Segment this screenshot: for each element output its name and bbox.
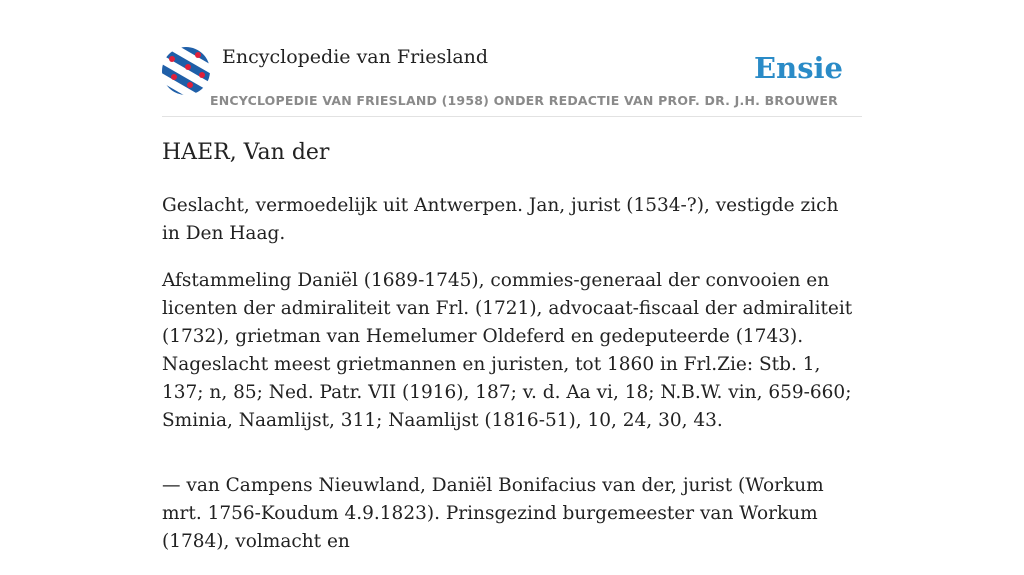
brand-logo[interactable]: Ensie bbox=[754, 51, 843, 85]
entry-title: HAER, Van der bbox=[162, 140, 330, 165]
site-title[interactable]: Encyclopedie van Friesland bbox=[222, 46, 489, 68]
frisian-flag-icon[interactable] bbox=[162, 47, 210, 95]
site-subtitle: ENCYCLOPEDIE VAN FRIESLAND (1958) ONDER REDACTIE VAN PROF. DR. J.H. BROUWER bbox=[210, 93, 838, 108]
entry-paragraph: — van Campens Nieuwland, Daniël Bonifacius van der, jurist (Workum mrt. 1756-Koudum 4.9.1823). Prinsgezind burgemeester van Workum (1784), volmacht en bbox=[162, 475, 824, 552]
site-header bbox=[162, 0, 862, 117]
entry-body bbox=[162, 192, 862, 575]
entry-paragraph: Geslacht, vermoedelijk uit Antwerpen. Jan, jurist (1534-?), vestigde zich in Den Haag. bbox=[162, 195, 839, 244]
page-container bbox=[162, 0, 862, 552]
entry-paragraph: Afstammeling Daniël (1689-1745), commies-generaal der convooien en licenten der admiraliteit van Frl. (1721), advocaat-fiscaal der admiraliteit (1732), grietman van Hemelumer Oldeferd en gedeputeerde (1743). Nageslacht meest grietmannen en juristen, tot 1860 in Frl.Zie: Stb. 1, 137; n, 85; Ned. Patr. VII (1916), 187; v. d. Aa vi, 18; N.B.W. vin, 659-660; Sminia, Naamlijst, 311; Naamlijst (1816-51), 10, 24, 30, 43. bbox=[162, 270, 853, 431]
